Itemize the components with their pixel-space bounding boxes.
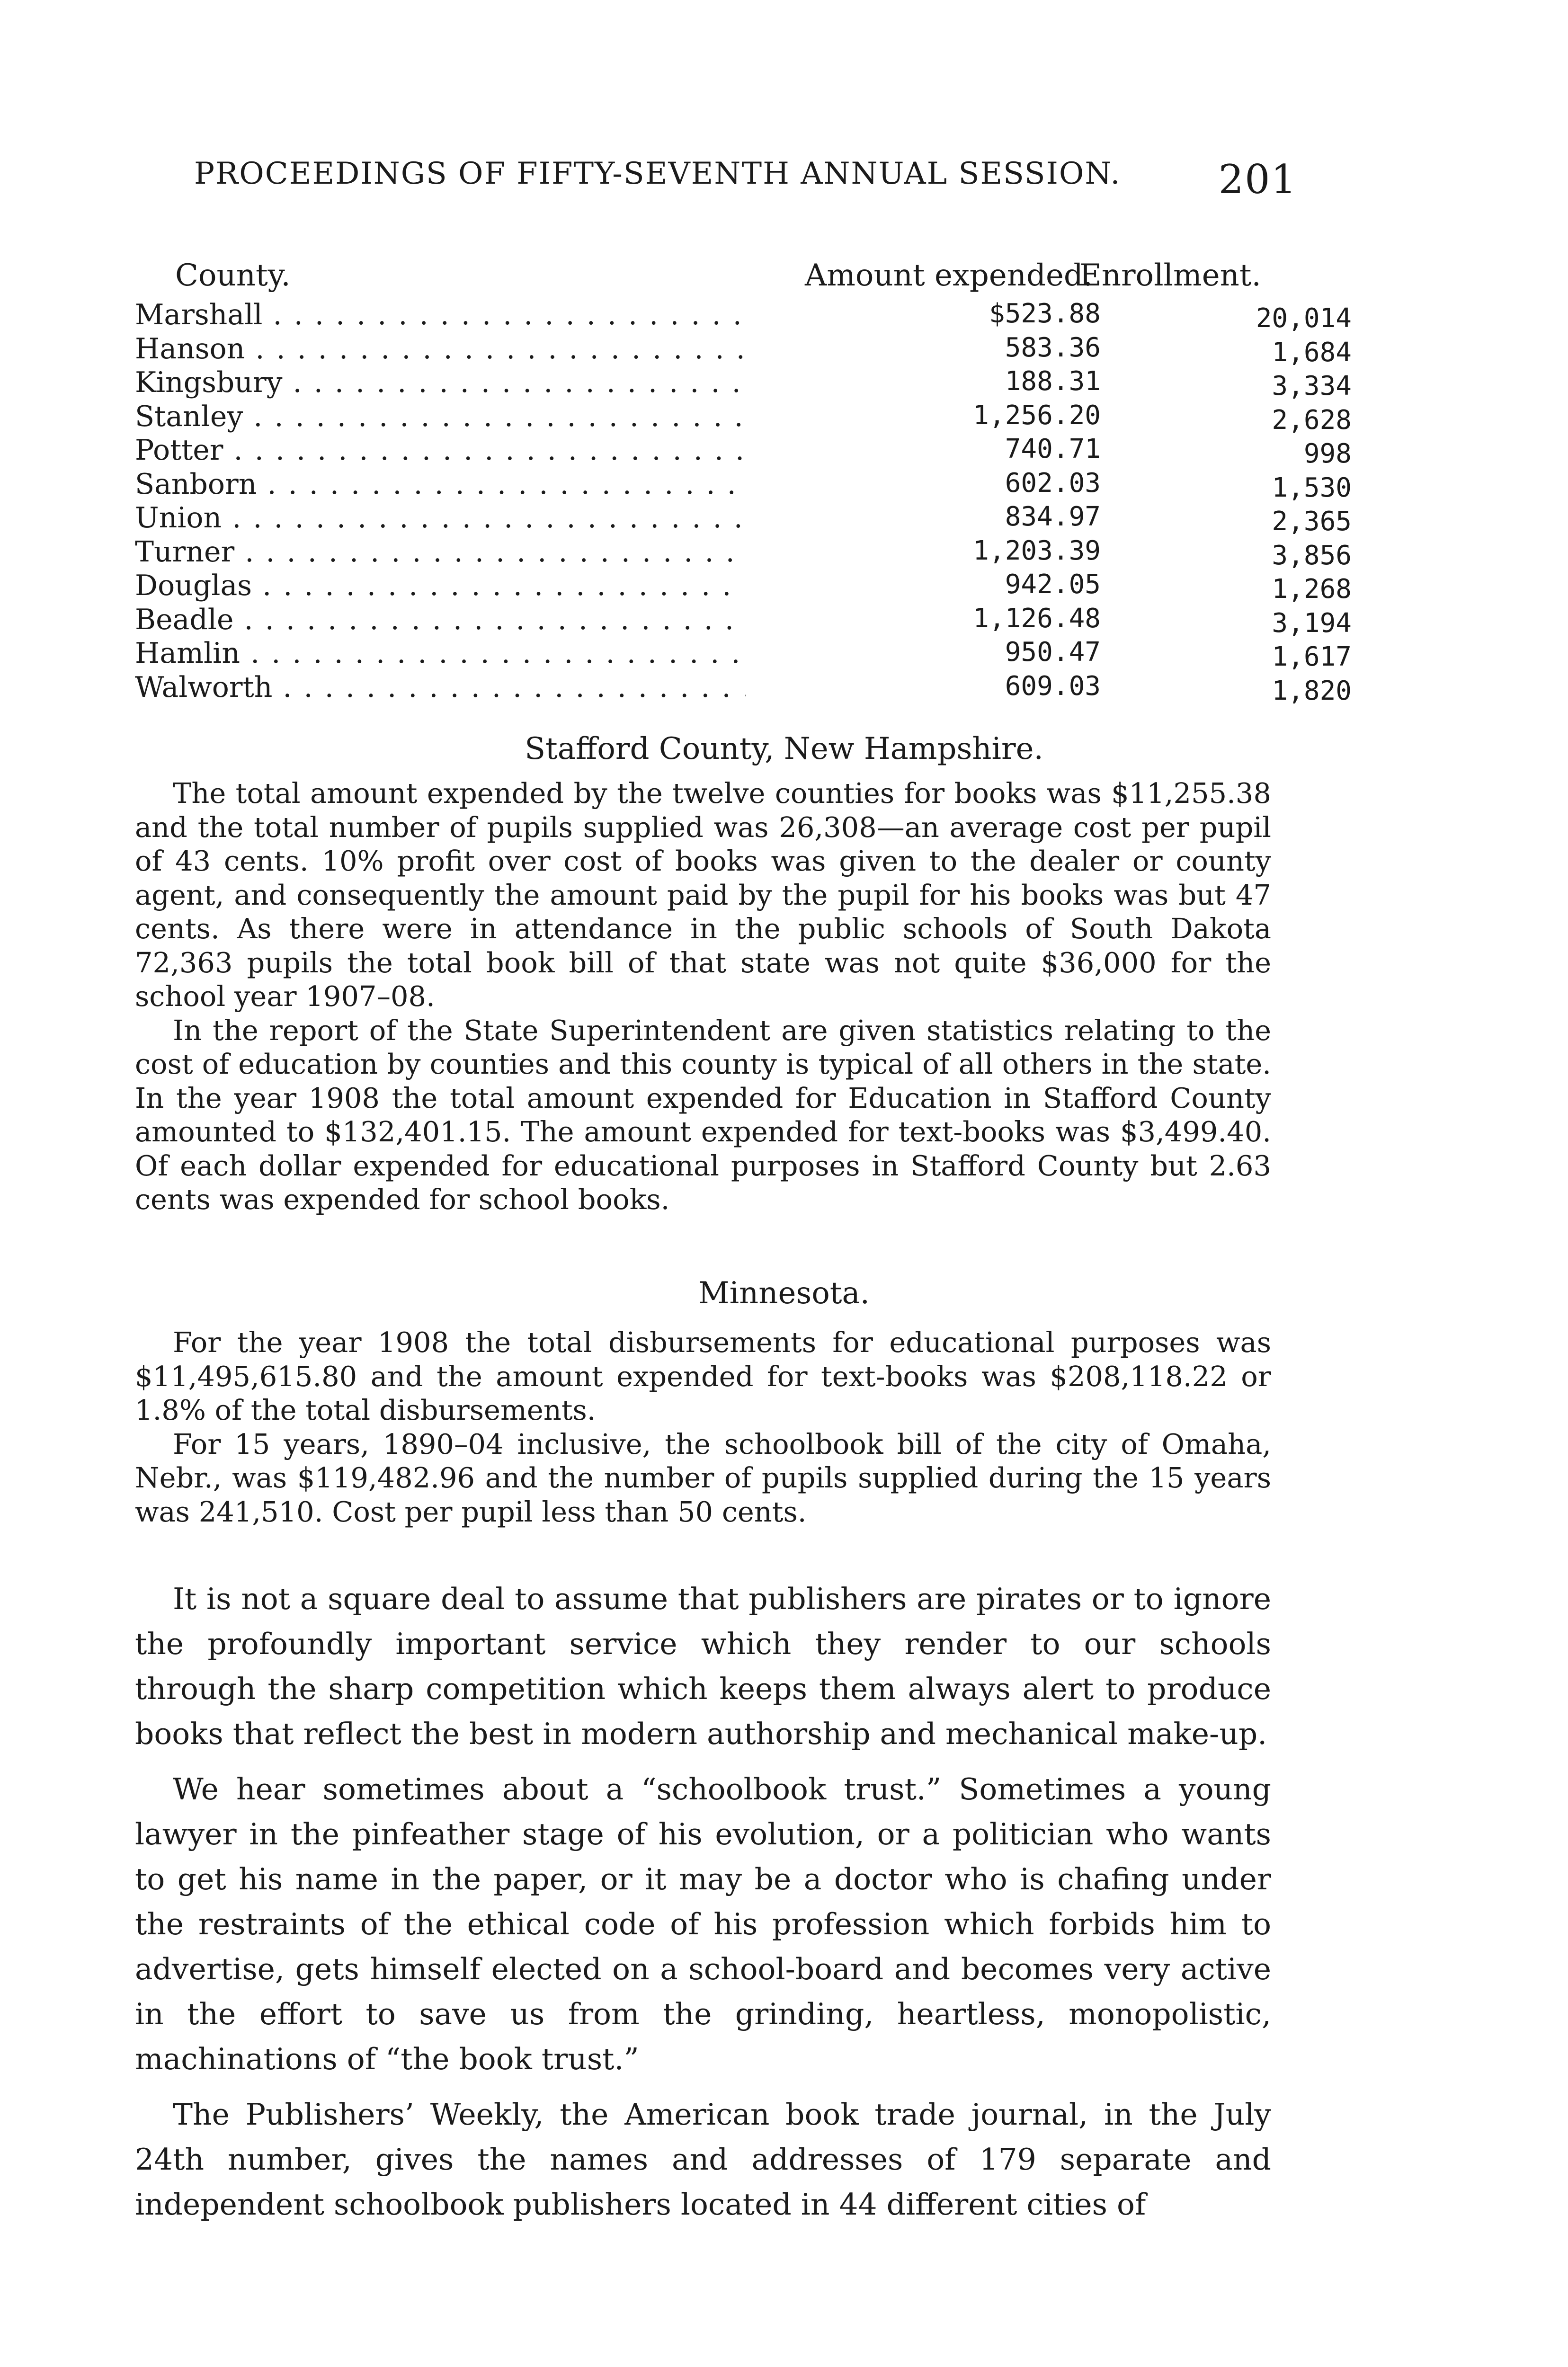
table-row (135, 434, 1352, 469)
table-row (135, 298, 1352, 334)
county-name: Sanborn . . . (135, 468, 746, 501)
enrollment-value: 3,194 (1272, 607, 1352, 639)
running-header (194, 156, 1297, 203)
table-row (135, 400, 1352, 436)
table-row (135, 670, 1352, 706)
table-row (135, 501, 1352, 537)
minnesota-text (135, 1326, 1271, 1529)
enrollment-value: 1,617 (1272, 641, 1352, 672)
amount-expended: 740.71 (1005, 434, 1101, 464)
county-name: Potter . . . (135, 434, 746, 467)
table-header-row (135, 258, 1261, 298)
header-amount: Amount expended. (805, 258, 1093, 293)
paragraph: We hear sometimes about a “schoolbook trust.” Sometimes a young lawyer in the pinfeather stage of his evolution, or a politician who wants to get his name in the paper, or it may be a doctor who is chafing under the restraints of the ethical code of his profession which forbids him to advertise, gets himself elected on a school-board and becomes very active in the effort to save us from the grinding, heartless, monopolistic, machinations of “the book trust.” (135, 1772, 1271, 2076)
header-title: PROCEEDINGS OF FIFTY-SEVENTH ANNUAL SESSION. (194, 156, 1121, 191)
header-county: County. (175, 258, 291, 293)
amount-expended: $523.88 (989, 298, 1101, 329)
table-row (135, 569, 1352, 605)
stafford-text (135, 776, 1271, 1217)
enrollment-value: 1,684 (1272, 337, 1352, 368)
county-expenditure-table (135, 258, 1352, 706)
table-row (135, 366, 1352, 401)
paragraph: The total amount expended by the twelve counties for books was $11,255.38 and the total number of pupils supplied was 26,308—an average cost per pupil of 43 cents. 10% profit over cost of books was given to the dealer or county agent, and consequently the amount paid by the pupil for his books was but 47 cents. As there were in attendance in the public schools of South Dakota 72,363 pupils the total book bill of that state was not quite $36,000 for the school year 1907–08. (135, 777, 1271, 1013)
amount-expended: 1,203.39 (973, 535, 1101, 566)
amount-expended: 950.47 (1005, 637, 1101, 667)
county-name: Union . . . (135, 501, 746, 534)
paragraph: It is not a square deal to assume that publishers are pirates or to ignore the profoundly important service which they render to our schools through the sharp competition which keeps them always alert to produce books that reflect the best in modern authorship and mechanical make-up. (135, 1582, 1271, 1751)
table-row (135, 603, 1352, 639)
amount-expended: 602.03 (1005, 467, 1101, 498)
amount-expended: 188.31 (1005, 366, 1101, 397)
enrollment-value: 2,365 (1272, 506, 1352, 537)
county-name: Kingsbury . . . (135, 366, 746, 399)
paragraph: In the report of the State Superintendent are given statistics relating to the cost of education by counties and this county is typical of all others in the state. In the year 1908 the total amount expended for Education in Stafford County amounted to $132,401.15. The amount expended for text-books was $3,499.40. Of each dollar expended for educational purposes in Stafford County but 2.63 cents was expended for school books. (135, 1014, 1271, 1216)
county-name: Marshall . . . (135, 298, 746, 331)
amount-expended: 609.03 (1005, 670, 1101, 702)
amount-expended: 583.36 (1005, 332, 1101, 363)
section-heading-minnesota: Minnesota. (698, 1276, 870, 1311)
amount-expended: 1,126.48 (973, 603, 1101, 634)
table-row (135, 332, 1352, 368)
enrollment-value: 1,530 (1272, 472, 1352, 503)
county-name: Douglas . . . (135, 569, 746, 602)
county-name: Walworth . . . (135, 671, 746, 704)
enrollment-value: 998 (1303, 438, 1352, 469)
table-row (135, 535, 1352, 571)
header-enrollment: Enrollment. (1079, 258, 1261, 293)
enrollment-value: 1,268 (1272, 574, 1352, 605)
enrollment-value: 3,334 (1272, 371, 1352, 401)
county-name: Beadle . . . (135, 603, 746, 636)
table-row (135, 467, 1352, 503)
enrollment-value: 2,628 (1272, 404, 1352, 436)
county-name: Turner . . . (135, 535, 746, 569)
paragraph: For the year 1908 the total disbursements for educational purposes was $11,495,615.80 and the amount expended for text-books was $208,118.22 or 1.8% of the total disbursements. (135, 1326, 1271, 1426)
county-name: Hamlin . . . (135, 637, 746, 670)
paragraph: For 15 years, 1890–04 inclusive, the schoolbook bill of the city of Omaha, Nebr., was $119,482.96 and the number of pupils supplied during the 15 years was 241,510. Cost per pupil less than 50 cents. (135, 1427, 1271, 1528)
county-name: Hanson . . . (135, 332, 746, 365)
body-text (135, 1576, 1271, 2237)
enrollment-value: 1,820 (1272, 675, 1352, 706)
enrollment-value: 3,856 (1272, 540, 1352, 571)
section-heading-stafford: Stafford County, New Hampshire. (525, 731, 1043, 766)
table-row (135, 637, 1352, 672)
page-number: 201 (1218, 156, 1297, 203)
amount-expended: 942.05 (1005, 569, 1101, 600)
amount-expended: 834.97 (1005, 501, 1101, 532)
county-name: Stanley . . . (135, 400, 746, 433)
paragraph: The Publishers’ Weekly, the American book trade journal, in the July 24th number, gives the names and addresses of 179 separate and independent schoolbook publishers located in 44 different cities of (135, 2097, 1271, 2222)
enrollment-value: 20,014 (1256, 303, 1352, 334)
amount-expended: 1,256.20 (973, 400, 1101, 431)
